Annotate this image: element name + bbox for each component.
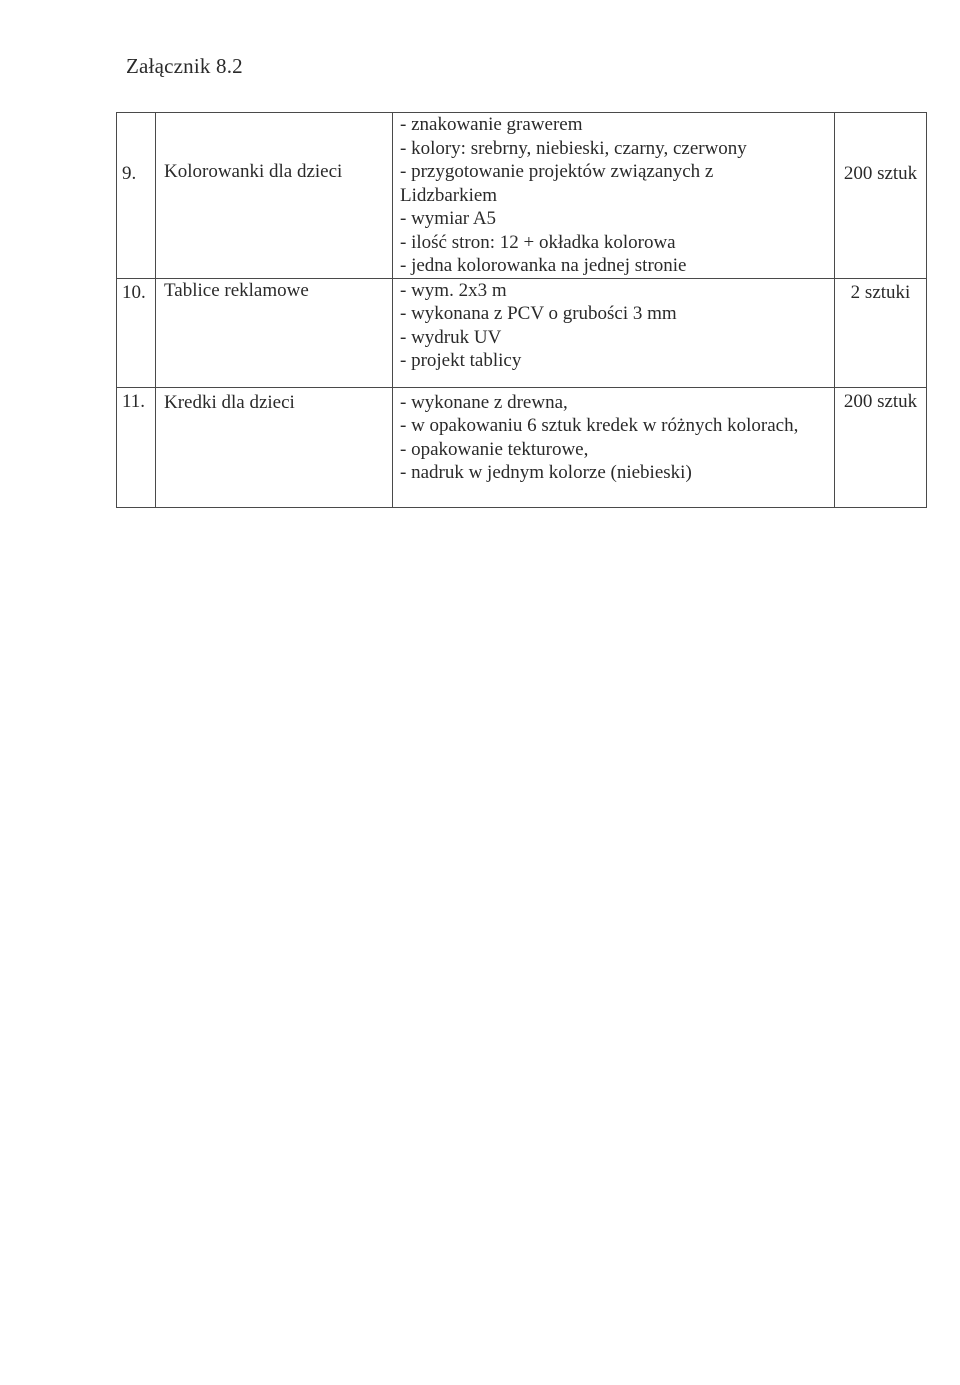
description-line: - projekt tablicy bbox=[400, 350, 522, 371]
specification-table bbox=[116, 112, 927, 508]
description-line: - opakowanie tekturowe, bbox=[400, 438, 589, 460]
item-description-cell bbox=[393, 387, 835, 507]
description-line: - ilość stron: 12 + okładka kolorowa bbox=[400, 231, 676, 253]
item-name: Kredki dla dzieci bbox=[164, 391, 295, 413]
row-number-cell bbox=[117, 113, 156, 279]
description-line: - w opakowaniu 6 sztuk kredek w różnych kolorach, bbox=[400, 415, 799, 436]
item-quantity: 200 sztuk bbox=[843, 163, 918, 184]
item-description-cell bbox=[393, 113, 835, 279]
item-name-cell bbox=[156, 278, 393, 387]
item-name: Kolorowanki dla dzieci bbox=[164, 161, 343, 182]
description-line: - wykonana z PCV o grubości 3 mm bbox=[400, 303, 677, 324]
item-quantity: 200 sztuk bbox=[843, 390, 918, 412]
quantity-cell bbox=[835, 387, 927, 507]
description-line: - wydruk UV bbox=[400, 326, 502, 348]
description-line: - znakowanie grawerem bbox=[400, 114, 583, 135]
description-line: - wykonane z drewna, bbox=[400, 391, 568, 413]
item-name-cell bbox=[156, 387, 393, 507]
row-number-cell bbox=[117, 278, 156, 387]
quantity-cell bbox=[835, 278, 927, 387]
description-line: - wym. 2x3 m bbox=[400, 279, 507, 301]
description-line: - kolory: srebrny, niebieski, czarny, czerwony bbox=[400, 137, 747, 159]
item-name: Tablice reklamowe bbox=[164, 279, 309, 301]
description-line: Lidzbarkiem bbox=[400, 184, 498, 206]
item-description-cell bbox=[393, 278, 835, 387]
item-quantity: 2 sztuki bbox=[850, 281, 911, 303]
row-number: 9. bbox=[122, 163, 137, 184]
table-row bbox=[117, 278, 927, 387]
row-number-cell bbox=[117, 387, 156, 507]
description-line: - wymiar A5 bbox=[400, 208, 497, 229]
row-number: 10. bbox=[122, 281, 146, 303]
description-line: - przygotowanie projektów związanych z bbox=[400, 161, 714, 182]
page-title: Załącznik 8.2 bbox=[126, 54, 243, 78]
table-row bbox=[117, 113, 927, 279]
description-line: - nadruk w jednym kolorze (niebieski) bbox=[400, 462, 692, 483]
item-name-cell bbox=[156, 113, 393, 279]
table-row bbox=[117, 387, 927, 507]
row-number: 11. bbox=[122, 390, 146, 412]
description-line: - jedna kolorowanka na jednej stronie bbox=[400, 255, 687, 276]
quantity-cell bbox=[835, 113, 927, 279]
